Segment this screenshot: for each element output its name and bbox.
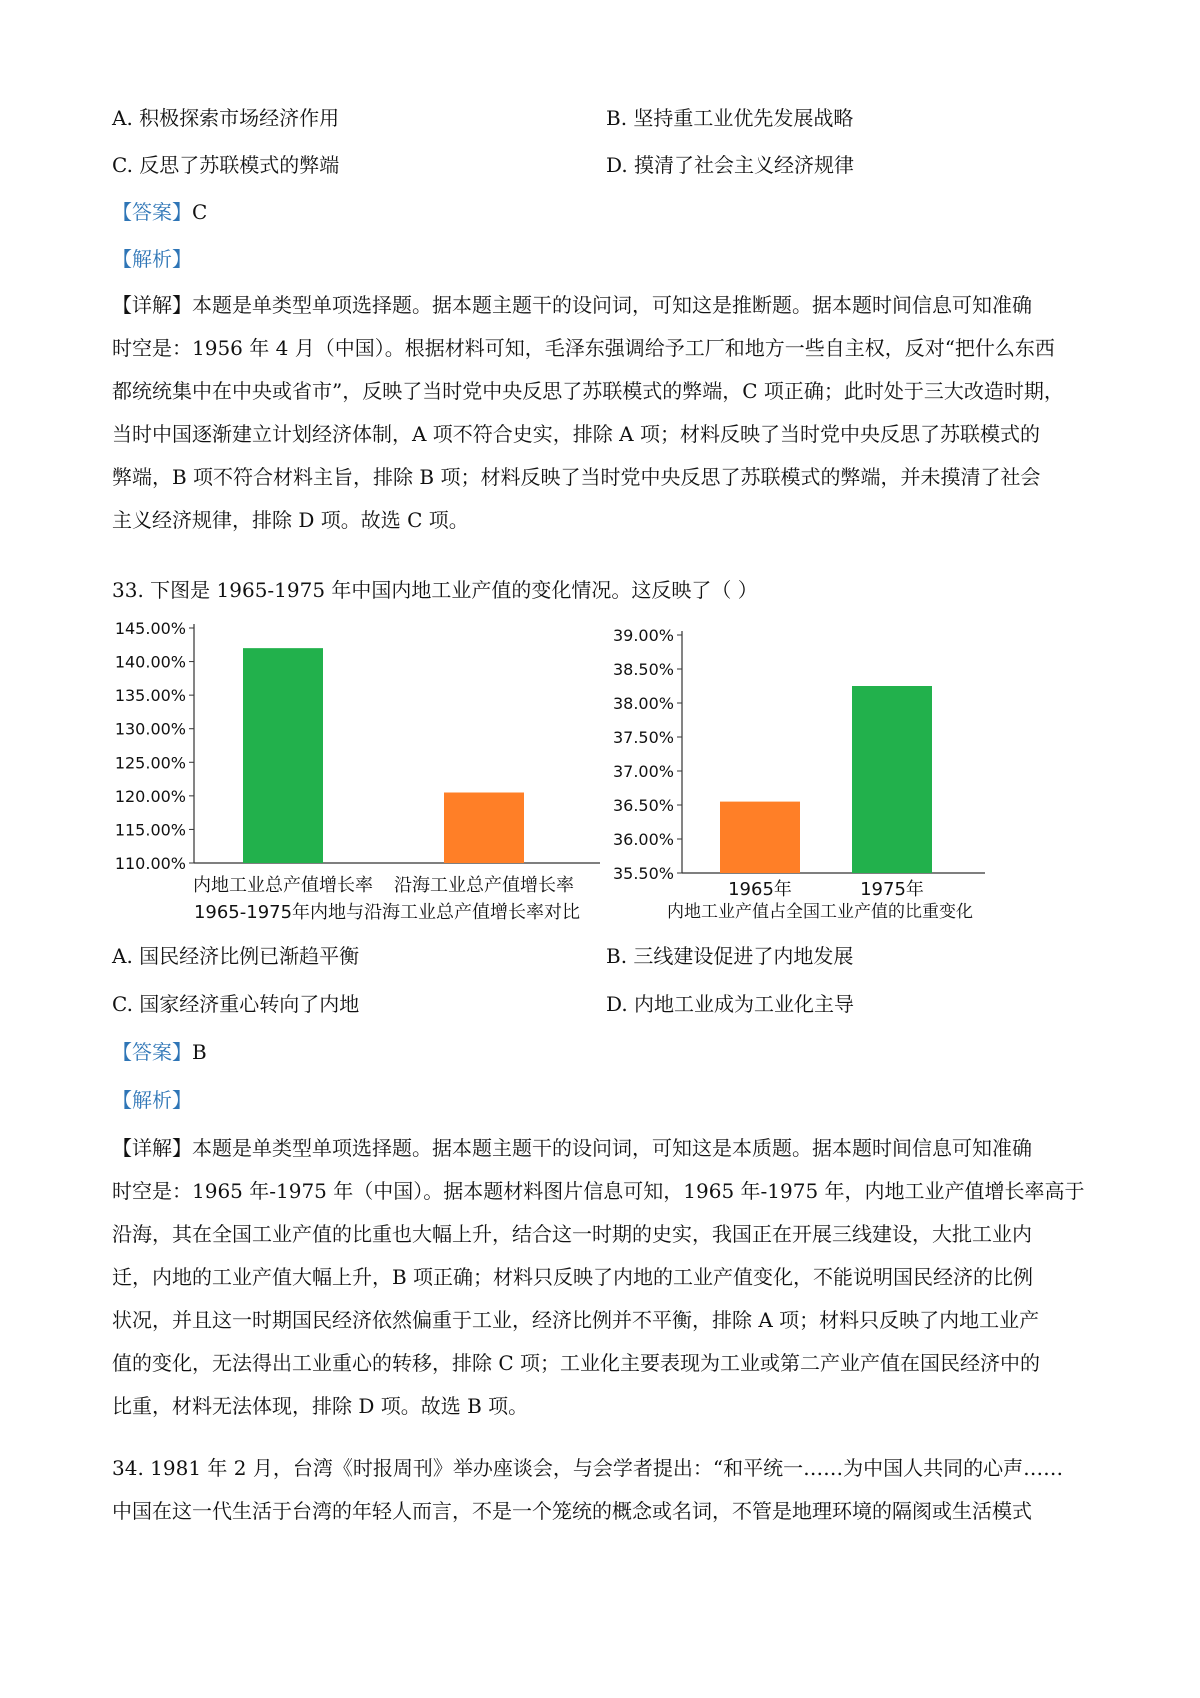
- y-tick-label: 140.00%: [114, 652, 186, 672]
- q33-stem: 33. 下图是 1965-1975 年中国内地工业产值的变化情况。这反映了（ ）: [112, 578, 758, 602]
- y-tick-label: 38.50%: [612, 660, 674, 679]
- q32-detail-line: 时空是：1956 年 4 月（中国）。根据材料可知，毛泽东强调给予工厂和地方一些自主权，反对“把什么东西: [112, 336, 1055, 360]
- q32-option-b: B. 坚持重工业优先发展战略: [606, 106, 854, 130]
- q33-detail-line: 沿海，其在全国工业产值的比重也大幅上升，结合这一时期的史实，我国正在开展三线建设，大批工业内: [112, 1222, 1032, 1246]
- y-tick-label: 37.50%: [612, 728, 674, 747]
- q32-detail-line: 【详解】本题是单类型单项选择题。据本题主题干的设问词，可知这是推断题。据本题时间信息可知准确: [112, 293, 1032, 317]
- q33-detail-line: 比重，材料无法体现，排除 D 项。故选 B 项。: [112, 1394, 529, 1418]
- y-tick-label: 35.50%: [612, 864, 674, 883]
- answer-tag: 【答案】: [112, 200, 192, 224]
- q33-detail-line: 状况，并且这一时期国民经济依然偏重于工业，经济比例并不平衡，排除 A 项；材料只反映了内地工业产: [112, 1308, 1040, 1332]
- q32-option-c: C. 反思了苏联模式的弊端: [112, 153, 340, 177]
- q33-analysis-tag: 【解析】: [112, 1088, 192, 1112]
- x-category-label: 1965年: [728, 879, 792, 900]
- q34-stem-line: 中国在这一代生活于台湾的年轻人而言，不是一个笼统的概念或名词，不管是地理环境的隔阂或生活模式: [112, 1499, 1032, 1523]
- y-tick-label: 135.00%: [114, 686, 186, 706]
- x-category-label: 沿海工业总产值增长率: [394, 875, 574, 896]
- q33-detail-line: 【详解】本题是单类型单项选择题。据本题主题干的设问词，可知这是本质题。据本题时间信息可知准确: [112, 1136, 1032, 1160]
- q32-analysis-tag: 【解析】: [112, 247, 192, 271]
- q33-option-c: C. 国家经济重心转向了内地: [112, 992, 360, 1016]
- bar-2: [852, 686, 932, 873]
- q32-detail-line: 弊端，B 项不符合材料主旨，排除 B 项；材料反映了当时党中央反思了苏联模式的弊端，并未摸清了社会: [112, 465, 1041, 489]
- q34-stem: [112, 1447, 1102, 1533]
- bar-1: [720, 802, 800, 873]
- q33-answer: [112, 1038, 207, 1066]
- y-tick-label: 37.00%: [612, 762, 674, 781]
- q32-detail: [112, 284, 1102, 542]
- y-tick-label: 39.00%: [612, 626, 674, 645]
- q32-option-a: A. 积极探索市场经济作用: [112, 106, 340, 130]
- chart-inland-share-change: [600, 615, 1000, 930]
- bar-1: [243, 648, 323, 863]
- q32-detail-line: 主义经济规律，排除 D 项。故选 C 项。: [112, 508, 469, 532]
- q33-detail: [112, 1127, 1102, 1428]
- bar-2: [444, 793, 524, 864]
- answer-tag: 【答案】: [112, 1040, 192, 1064]
- q33-detail-line: 值的变化，无法得出工业重心的转移，排除 C 项；工业化主要表现为工业或第二产业产值在国民经济中的: [112, 1351, 1041, 1375]
- q33-detail-line: 时空是：1965 年-1975 年（中国）。据本题材料图片信息可知，1965 年-1975 年，内地工业产值增长率高于: [112, 1179, 1085, 1203]
- q32-detail-line: 当时中国逐渐建立计划经济体制，A 项不符合史实，排除 A 项；材料反映了当时党中央反思了苏联模式的: [112, 422, 1040, 446]
- y-tick-label: 36.00%: [612, 830, 674, 849]
- q33-option-b: B. 三线建设促进了内地发展: [606, 944, 854, 968]
- q33-option-a: A. 国民经济比例已渐趋平衡: [112, 944, 360, 968]
- q34-stem-line: 34. 1981 年 2 月，台湾《时报周刊》举办座谈会，与会学者提出：“和平统一……为中国人共同的心声……: [112, 1456, 1064, 1480]
- q32-detail-line: 都统统集中在中央或省市”，反映了当时党中央反思了苏联模式的弊端，C 项正确；此时处于三大改造时期，: [112, 379, 1064, 403]
- y-tick-label: 38.00%: [612, 694, 674, 713]
- y-tick-label: 125.00%: [114, 753, 186, 773]
- chart-growth-rate-comparison: [100, 610, 600, 930]
- y-tick-label: 130.00%: [114, 719, 186, 739]
- q32-option-d: D. 摸清了社会主义经济规律: [606, 153, 855, 177]
- x-category-label: 1975年: [860, 879, 924, 900]
- chart-title: 内地工业产值占全国工业产值的比重变化: [667, 902, 973, 922]
- y-tick-label: 120.00%: [114, 786, 186, 806]
- y-tick-label: 115.00%: [114, 820, 186, 840]
- q33-detail-line: 迁，内地的工业产值大幅上升，B 项正确；材料只反映了内地的工业产值变化，不能说明国民经济的比例: [112, 1265, 1034, 1289]
- q33-option-d: D. 内地工业成为工业化主导: [606, 992, 855, 1016]
- y-tick-label: 110.00%: [114, 854, 186, 873]
- answer-value: C: [192, 200, 208, 224]
- chart-title: 1965-1975年内地与沿海工业总产值增长率对比: [193, 902, 581, 923]
- y-tick-label: 145.00%: [114, 619, 186, 638]
- y-tick-label: 36.50%: [612, 796, 674, 815]
- x-category-label: 内地工业总产值增长率: [193, 875, 373, 896]
- answer-value: B: [192, 1040, 207, 1064]
- q32-answer: [112, 198, 207, 226]
